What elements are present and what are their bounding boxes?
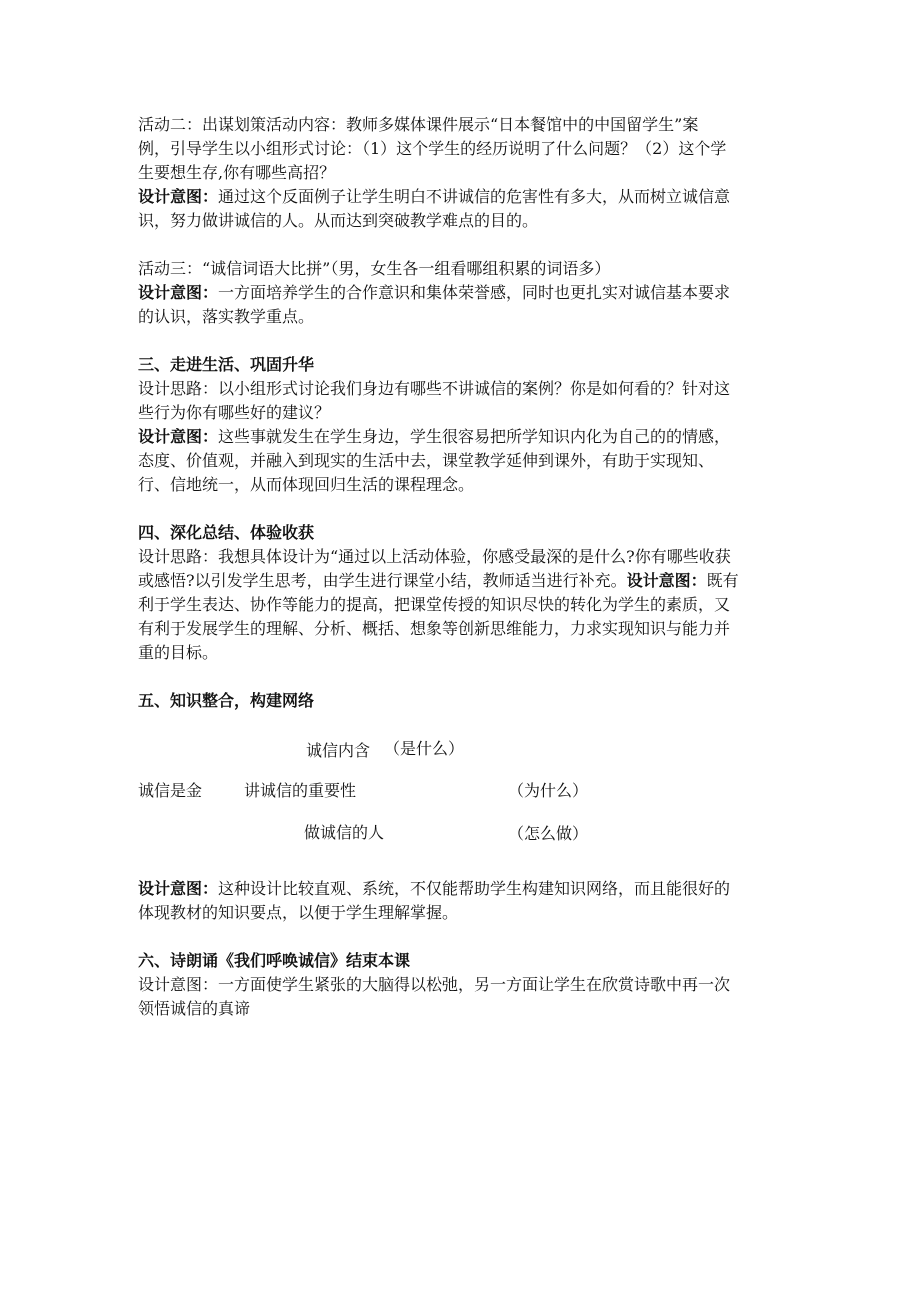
text-line: 有利于发展学生的理解、分析、概括、想象等创新思维能力，力求实现知识与能力并 — [138, 619, 731, 638]
text-line: 设计思路：我想具体设计为“通过以上活动体验，你感受最深的是什么?你有哪些收获 — [138, 547, 731, 566]
network-root: 诚信是金 — [138, 781, 203, 800]
section-heading: 三、走进生活、巩固升华 — [138, 355, 315, 374]
mixed-line — [138, 569, 778, 593]
network-item-2-question: （为什么） — [508, 781, 589, 800]
spacer — [138, 233, 778, 257]
section3-paragraph — [138, 353, 778, 497]
text-line: 设计思路：以小组形式讨论我们身边有哪些不讲诚信的案例？你是如何看的？针对这 — [138, 379, 731, 398]
text-line: 例，引导学生以小组形式讨论：（1）这个学生的经历说明了什么问题？（2）这个学 — [138, 139, 727, 158]
text-line: 重的目标。 — [138, 643, 219, 662]
text-segment: 既有 — [706, 571, 739, 590]
text-line: 行、信地统一，从而体现回归生活的课程理念。 — [138, 475, 475, 494]
intent-text: 这些事就发生在学生身边，学生很容易把所学知识内化为自己的的情感， — [218, 427, 731, 446]
section5-heading-block — [138, 689, 778, 713]
text-line: 设计意图：一方面使学生紧张的大脑得以松弛，另一方面让学生在欣赏诗歌中再一次 — [138, 975, 731, 994]
spacer — [138, 665, 778, 689]
text-line: 利于学生表达、协作等能力的提高，把课堂传授的知识尽快的转化为学生的素质，又 — [138, 595, 731, 614]
text-line: 生要想生存,你有哪些高招？ — [138, 163, 336, 182]
intent-label: 设计意图： — [138, 187, 219, 206]
network-item-1-question: （是什么） — [384, 739, 465, 758]
text-line: 识，努力做讲诚信的人。从而达到突破教学难点的目的。 — [138, 211, 539, 230]
network-item-3: 做诚信的人 — [304, 823, 385, 842]
section-heading: 六、诗朗诵《我们呼唤诚信》结束本课 — [138, 951, 411, 970]
text-line: 活动三：“诚信词语大比拼”（男，女生各一组看哪组积累的词语多） — [138, 259, 611, 278]
intent-line — [138, 281, 778, 305]
network-item-1: 诚信内含 — [306, 741, 371, 760]
network-item-2: 讲诚信的重要性 — [244, 781, 357, 800]
intent-text: 这种设计比较直观、系统，不仅能帮助学生构建知识网络，而且能很好的 — [218, 879, 731, 898]
intent-label: 设计意图： — [138, 283, 219, 302]
text-line: 体现教材的知识要点，以便于学生理解掌握。 — [138, 903, 459, 922]
spacer — [138, 497, 778, 521]
network-item-3-question: （怎么做） — [508, 824, 589, 843]
knowledge-network — [138, 729, 778, 879]
intent-text: 通过这个反面例子让学生明白不讲诚信的危害性有多大，从而树立诚信意 — [218, 187, 731, 206]
section-heading: 四、深化总结、体验收获 — [138, 523, 315, 542]
document-body — [138, 113, 778, 1021]
section-heading: 五、知识整合，构建网络 — [138, 691, 315, 710]
text-line: 态度、价值观，并融入到现实的生活中去，课堂教学延伸到课外，有助于实现知、 — [138, 451, 715, 470]
text-line: 领悟诚信的真谛 — [138, 999, 251, 1018]
intent-line — [138, 425, 778, 449]
section4-paragraph — [138, 521, 778, 665]
intent-label: 设计意图： — [138, 427, 219, 446]
text-line: 的认识，落实教学重点。 — [138, 307, 315, 326]
text-segment: 或感悟?以引发学生思考，由学生进行课堂小结，教师适当进行补充。 — [138, 571, 627, 590]
intent-line — [138, 877, 778, 901]
text-line: 活动二：出谋划策活动内容：教师多媒体课件展示“日本餐馆中的中国留学生”案 — [138, 115, 699, 134]
text-line: 些行为你有哪些好的建议？ — [138, 403, 331, 422]
intent-label: 设计意图： — [138, 879, 219, 898]
activity3-paragraph — [138, 257, 778, 329]
section5-intent — [138, 877, 778, 925]
intent-text: 一方面培养学生的合作意识和集体荣誉感，同时也更扎实对诚信基本要求 — [218, 283, 731, 302]
intent-label: 设计意图： — [626, 571, 707, 590]
spacer — [138, 925, 778, 949]
activity2-paragraph — [138, 113, 778, 233]
section6-paragraph — [138, 949, 778, 1021]
spacer — [138, 329, 778, 353]
intent-line — [138, 185, 778, 209]
